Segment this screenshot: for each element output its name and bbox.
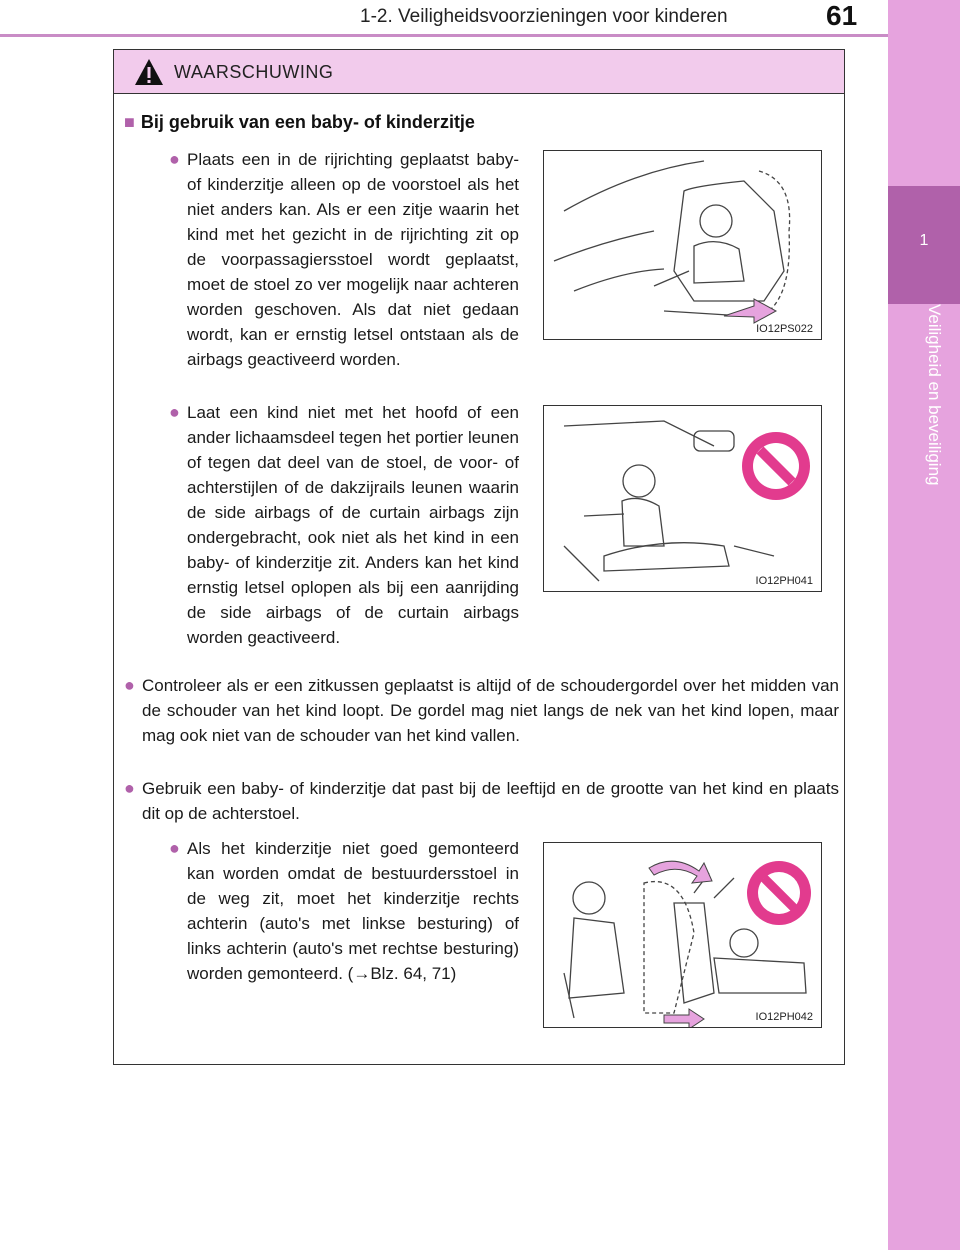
chapter-title: Veiligheid en beveiliging (925, 304, 944, 486)
warning-label: WAARSCHUWING (174, 62, 334, 82)
list-item-text: Controleer als er een zitkussen geplaatst is altijd of de schoudergordel over het midden van de schouder van het kind loopt. De gordel mag niet langs de nek van het kind lopen, maar mag ook niet van de schouder van het kind vallen. (142, 676, 839, 745)
bullet-icon: ● (169, 838, 180, 858)
list-item (169, 400, 519, 650)
chapter-number: 1 (919, 232, 929, 249)
section-heading-text: Bij gebruik van een baby- of kinderzitje (140, 112, 475, 132)
warning-header (114, 50, 844, 94)
bullet-icon: ● (169, 149, 180, 169)
list-item (124, 673, 839, 748)
bullet-icon: ● (169, 402, 180, 422)
figure-rear-seat-position (543, 842, 822, 1028)
illustration-front-seat-child (544, 151, 822, 340)
bullet-icon: ● (124, 675, 135, 695)
list-item (169, 836, 519, 986)
section-heading (124, 112, 475, 133)
bullet-icon: ● (124, 778, 135, 798)
list-item (169, 147, 519, 372)
square-bullet-icon: ■ (124, 112, 135, 132)
figure-code: IO12PS022 (756, 323, 813, 335)
header-title: 1-2. Veiligheidsvoorzieningen voor kinderen (360, 6, 728, 27)
illustration-driver-seat-obstructing (544, 843, 822, 1028)
warning-triangle-icon (134, 58, 164, 86)
list-item (124, 776, 839, 826)
header-rule (0, 34, 888, 37)
illustration-child-leaning-door (544, 406, 822, 592)
figure-code: IO12PH041 (755, 575, 813, 587)
list-item-text: Laat een kind niet met het hoofd of een ander lichaamsdeel tegen het portier leunen of tegen dat deel van de stoel, de voor- of achterstijlen of de dakzijrails leunen waarin de side airbags of de curtain airbags zijn ondergebracht, ook niet als het kind in een baby- of kinderzitje zit. Anders kan het kind ernstig letsel oplopen als bij een aanrijding de side airbags of de curtain airbags worden geactiveerd. (187, 403, 519, 647)
page-number: 61 (826, 0, 858, 31)
figure-leaning-child (543, 405, 822, 592)
list-item-text: Plaats een in de rijrichting geplaatst baby- of kinderzitje alleen op de voorstoel als het niet anders kan. Als er een zitje waarin het kind met het gezicht in de rijrichting zit op de voorpassagiersstoel wordt geplaatst, moet de stoel zo ver mogelijk naar achteren worden geschoven. Als dat niet gedaan wordt, kan er ernstig letsel ontstaan als de airbags geactiveerd worden. (187, 150, 519, 369)
warning-box (113, 49, 845, 1065)
figure-forward-facing-seat (543, 150, 822, 340)
list-item-text: Als het kinderzitje niet goed gemonteerd kan worden omdat de bestuurdersstoel in de weg zit, moet het kinderzitje rechts achterin (auto's met linkse besturing) of links achterin (auto's met rechtse besturing) worden gemonteerd. (→Blz. 64, 71) (187, 839, 519, 983)
side-tab (888, 0, 960, 1250)
figure-code: IO12PH042 (755, 1011, 813, 1023)
list-item-text: Gebruik een baby- of kinderzitje dat past bij de leeftijd en de grootte van het kind en plaats dit op de achterstoel. (142, 779, 839, 823)
